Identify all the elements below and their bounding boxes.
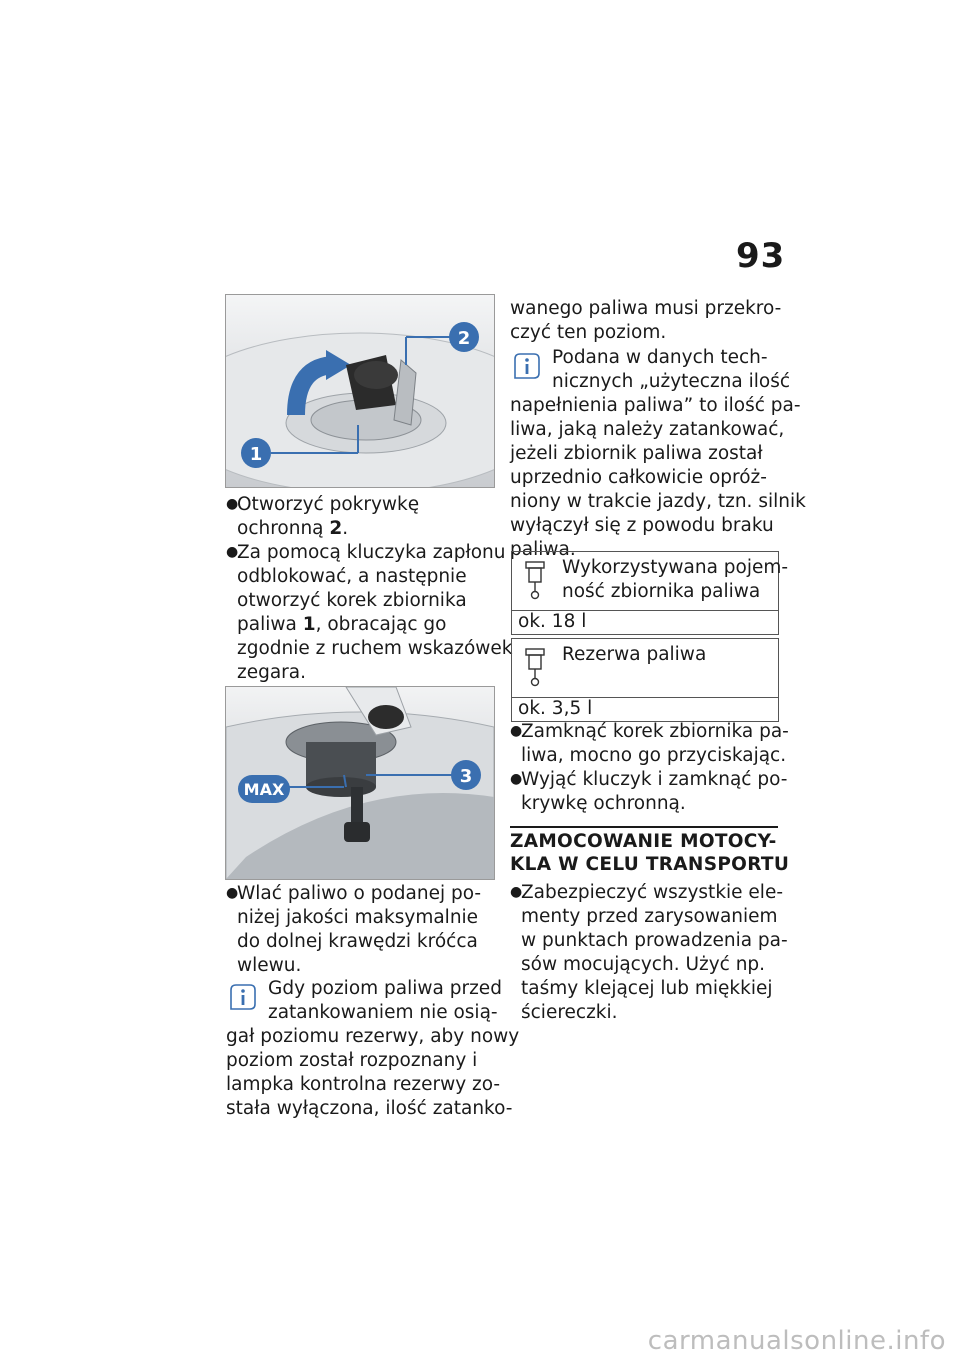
text-line: do dolnej krawędzi króćca [237, 931, 478, 952]
figure-fuel-level-max [225, 686, 495, 880]
note-usable-capacity [510, 346, 806, 562]
bullet-dot: ● [226, 496, 239, 512]
bullet-dot: ● [510, 771, 523, 787]
text-line: otworzyć korek zbiornika [237, 590, 467, 611]
bullet-dot: ● [510, 723, 523, 739]
text-line: gał poziomu rezerwy, aby nowy [226, 1026, 520, 1047]
callout-3-label: 3 [459, 766, 473, 787]
text-line: lampka kontrolna rezerwy zo- [226, 1074, 501, 1095]
text-line: Wyjąć kluczyk i zamknąć po- [521, 769, 788, 790]
text-line: w punktach prowadzenia pa- [521, 930, 788, 951]
text-line: ściereczki. [521, 1002, 618, 1023]
text-line: paliwa. [510, 539, 576, 560]
spec-table-capacity [511, 551, 789, 635]
text-line: wanego paliwa musi przekro- [510, 298, 782, 319]
text-line: wyłączył się z powodu braku [510, 515, 774, 536]
text-line: niony w trakcie jazdy, tzn. silnik [510, 491, 806, 512]
spec-value: ok. 18 l [518, 611, 587, 632]
engine-spec-icon [524, 560, 546, 600]
text-line: poziom został rozpoznany i [226, 1050, 478, 1071]
bullet-remove-key [510, 768, 788, 816]
text-line: taśmy klejącej lub miękkiej [521, 978, 773, 999]
text-line: Zabezpieczyć wszystkie ele- [521, 882, 784, 903]
text-line: wlewu. [237, 955, 302, 976]
text-line: zgodnie z ruchem wskazówek [237, 638, 513, 659]
bullet-dot: ● [226, 885, 239, 901]
spec-label: ność zbiornika paliwa [562, 581, 761, 602]
text-line: ochronną 2. [237, 518, 349, 539]
fuel-cap-illustration [226, 295, 494, 487]
text-line: Otworzyć pokrywkę [237, 494, 420, 515]
text-line: uprzednio całkowicie opróż- [510, 467, 767, 488]
text-line: czyć ten poziom. [510, 322, 667, 343]
figure-fuel-cap-open [225, 294, 495, 488]
bullet-fill-fuel [226, 882, 494, 978]
bullet-open-cover [226, 493, 494, 541]
text-line: paliwa 1, obracając go [237, 614, 447, 635]
spec-label: Rezerwa paliwa [562, 644, 707, 665]
engine-spec-icon [524, 647, 546, 687]
text-line: sów mocujących. Użyć np. [521, 954, 766, 975]
text-line: zatankowaniem nie osią- [268, 1002, 498, 1023]
callout-2-label: 2 [457, 328, 471, 349]
heading-line: ZAMOCOWANIE MOTOCY- [510, 831, 777, 852]
text-line: liwa, jaką należy zatankować, [510, 419, 785, 440]
watermark: carmanualsonline.info [647, 1326, 946, 1356]
callout-max-label: MAX [243, 780, 285, 799]
bullet-protect-parts [510, 881, 788, 1025]
bullet-dot: ● [226, 544, 239, 560]
text-line: Za pomocą kluczyka zapłonu [237, 542, 506, 563]
section-heading [510, 830, 790, 878]
bullet-dot: ● [510, 884, 523, 900]
text-line: zegara. [237, 662, 306, 683]
text-line: menty przed zarysowaniem [521, 906, 778, 927]
text-line: Zamknąć korek zbiornika pa- [521, 721, 789, 742]
text-line: jeżeli zbiornik paliwa został [510, 443, 763, 464]
heading-line: KLA W CELU TRANSPORTU [510, 854, 790, 875]
text-line: Wlać paliwo o podanej po- [237, 883, 482, 904]
text-line: Gdy poziom paliwa przed [268, 978, 502, 999]
fuel-filler-illustration [226, 687, 494, 879]
text-line: liwa, mocno go przyciskając. [521, 745, 787, 766]
text-line: krywkę ochronną. [521, 793, 686, 814]
spec-table-reserve [511, 638, 779, 722]
text-line: odblokować, a następnie [237, 566, 467, 587]
bullet-unlock-cap [226, 541, 513, 685]
page-number: 93 [736, 236, 786, 276]
text-line: nicznych „użyteczna ilość [552, 371, 791, 392]
bullet-close-cap [510, 720, 789, 768]
text-line: Podana w danych tech- [552, 347, 768, 368]
spec-label: Wykorzystywana pojem- [562, 557, 789, 578]
text-line: stała wyłączona, ilość zatanko- [226, 1098, 513, 1119]
spec-value: ok. 3,5 l [518, 698, 593, 719]
note-reserve-level [226, 977, 520, 1121]
paragraph-continuation [510, 297, 780, 345]
text-line: napełnienia paliwa” to ilość pa- [510, 395, 801, 416]
section-divider [510, 826, 778, 828]
text-line: niżej jakości maksymalnie [237, 907, 479, 928]
callout-1-label: 1 [249, 444, 263, 465]
